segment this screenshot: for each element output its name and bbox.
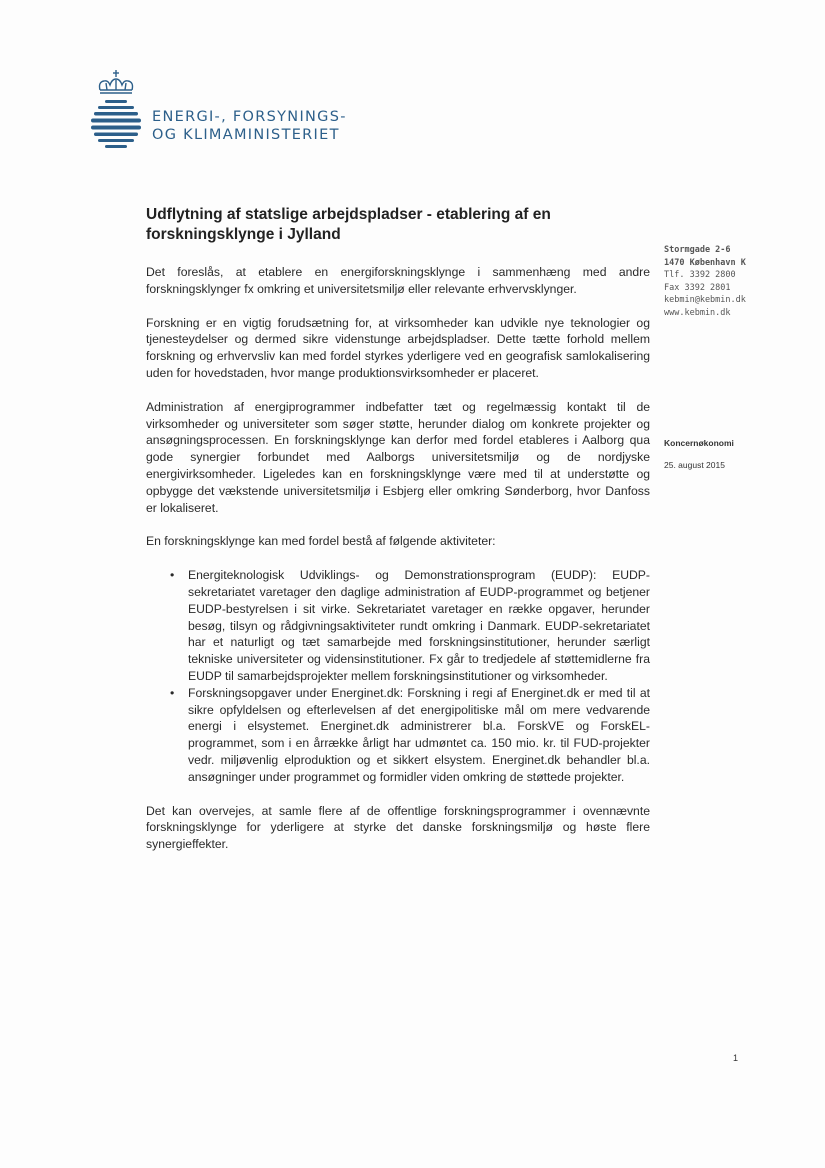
list-item (170, 567, 650, 685)
sidebar-web: www.kebmin.dk (664, 307, 731, 318)
sidebar-date: 25. august 2015 (664, 460, 725, 470)
sidebar-email: kebmin@kebmin.dk (664, 295, 746, 305)
activity-list (146, 567, 650, 785)
document-title: Udflytning af statslige arbejdspladser - etablering af en forskningsklynge i Jylland (146, 206, 551, 243)
sidebar-phone: Tlf. 3392 2800 (664, 270, 736, 280)
paragraph-2: Forskning er en vigtig forudsætning for, at virksomheder kan udvikle nye teknologier og tjenesteydelser og dermed sikre videnstunge arbejdspladser. Dette tætte forhold mellem forskning og erhvervsliv kan med fordel styrkes yderligere ved en geografisk samlokalisering uden for hovedstaden, hvor mange produktionsvirksomheder er placeret. (146, 315, 650, 380)
sidebar-department: Koncernøkonomi (664, 438, 734, 448)
sidebar-contact (664, 244, 746, 319)
sidebar-city: 1470 København K (664, 257, 746, 268)
ministry-name-line-2: OG KLIMAMINISTERIET (152, 127, 340, 143)
ministry-logo (86, 68, 146, 152)
list-item-text: Forskningsopgaver under Energinet.dk: Forskning i regi af Energinet.dk er med til at sikre opfyldelsen og efterlevelsen af det energipolitiske mål om mere vedvarende energi i elsystemet. Energinet.dk administrerer bl.a. ForskVE og ForskEL-programmet, som i en årrække årligt har udmøntet ca. 150 mio. kr. til FUD-projekter vedr. miljøvenlig elproduktion og et sikkert elsystem. Energinet.dk behandler bl.a. ansøgninger under programmet og formidler viden omkring de støttede projekter. (188, 685, 650, 784)
list-item (170, 685, 650, 786)
ministry-name-line-1: ENERGI-, FORSYNINGS- (152, 109, 347, 125)
page-number: 1 (733, 1053, 739, 1063)
paragraph-3: Administration af energiprogrammer indbefatter tæt og regelmæssig kontakt til de virksomheder og universiteter som søger støtte, herunder dialog om konkrete projekter og ansøgningsprocessen. En forskningsklynge kan derfor med fordel etableres i Aalborg qua gode synergier forbundet med Aalborgs universitetsmiljø og de nordjyske energivirksomheder. Ligeledes kan en forskningsklynge være med til at understøtte og opbygge det vækstende universitetsmiljø i Esbjerg eller omkring Sønderborg, hvor Danfoss er lokaliseret. (146, 399, 650, 515)
sidebar-address: Stormgade 2-6 (664, 245, 731, 255)
list-item-text: Energiteknologisk Udviklings- og Demonstrationsprogram (EUDP): EUDP-sekretariatet varetager den daglige administration af EUDP-programmet og betjener EUDP-bestyrelsen i sit virke. Sekretariatet varetager en række opgaver, herunder besøg, tilsyn og rådgivningsaktiviteter rundt omkring i Danmark. EUDP-sekretariatet har et naturligt og tæt samarbejde med forskningsinstitutioner, herunder særligt tekniske universiteter og vidensinstitutioner. Fx går to tredjedele af støttemidlerne fra EUDP til samarbejdsprojekter mellem forskningsinstitutioner og virksomheder. (188, 568, 650, 683)
sidebar-fax: Fax 3392 2801 (664, 282, 731, 293)
paragraph-1: Det foreslås, at etablere en energiforskningsklynge i sammenhæng med andre forskningsklynger fx omkring et universitetsmiljø eller relevante erhvervsklynger. (146, 265, 650, 296)
bullet-icon: • (170, 568, 175, 583)
ministry-name (152, 108, 347, 144)
bullet-icon: • (170, 685, 175, 700)
document-body (146, 264, 650, 870)
paragraph-5: Det kan overvejes, at samle flere af de offentlige forskningsprogrammer i ovennævnte forskningsklynge for yderligere at styrke det danske forskningsmiljø og høste flere synergieffekter. (146, 803, 650, 852)
paragraph-4: En forskningsklynge kan med fordel bestå af følgende aktiviteter: (146, 534, 496, 549)
sidebar-meta (664, 437, 734, 471)
